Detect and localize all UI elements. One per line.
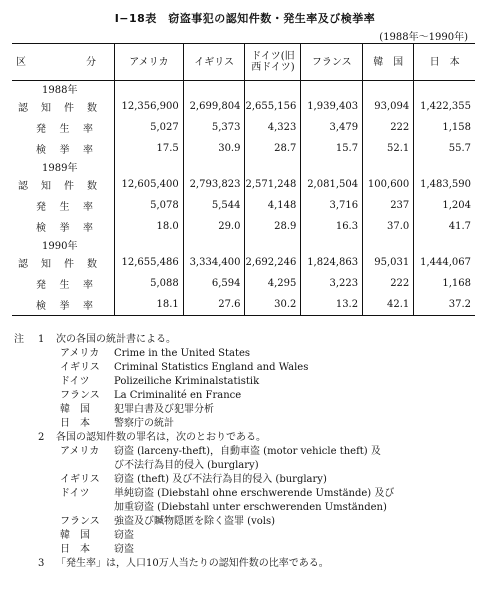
table-cell: 5,373 [183,117,245,138]
note-source: La Criminalité en France [114,390,242,401]
note-offense: 単純窃盗 (Diebstahl ohne erschwerende Umstände) 及び [114,488,395,499]
note-number: 2 [38,432,45,443]
table-cell: 3,223 [301,273,363,294]
table-cell: 28.9 [245,216,301,237]
note-offense: 加重窃盗 (Diebstahl unter erschwerenden Umständen) [114,502,387,513]
table-cell: 13.2 [301,294,363,316]
table-cell: 37.0 [363,216,414,237]
note-source: Criminal Statistics England and Wales [114,362,309,373]
table-cell: 52.1 [363,138,414,159]
table-row [12,138,475,159]
footnotes [14,333,484,571]
note-mark: 注 [14,334,24,345]
table-cell: 5,078 [115,195,184,216]
table-cell: 1,168 [414,273,475,294]
table-cell: 30.9 [183,138,245,159]
table-cell: 4,323 [245,117,301,138]
note-country: 日 本 [60,544,90,555]
crime-statistics-table [12,43,475,316]
note-item [14,487,484,501]
table-cell: 93,094 [363,96,414,117]
note-country: フランス [60,516,100,527]
table-cell: 222 [363,117,414,138]
note-offense: 窃盗 (theft) 及び不法行為目的侵入 (burglary) [114,474,327,485]
note-offense: 強盗及び贓物隠匿を除く盗罪 (vols) [114,516,275,527]
table-row [12,174,475,195]
table-cell: 3,716 [301,195,363,216]
note-source: Crime in the United States [114,348,251,359]
table-cell: 28.7 [245,138,301,159]
note-country: 韓 国 [60,404,90,415]
table-cell: 222 [363,273,414,294]
table-cell: 27.6 [183,294,245,316]
header-category-left: 区 [16,56,26,68]
note-offense: び不法行為目的侵入 (burglary) [114,460,259,471]
table-cell: 2,699,804 [183,96,245,117]
header-uk: イギリス [183,44,245,81]
note-offense: 窃盗 [114,544,134,555]
table-row [12,294,475,316]
note-item [14,375,484,389]
note-item [14,515,484,529]
table-cell: 2,793,823 [183,174,245,195]
table-cell: 237 [363,195,414,216]
note-offense: 窃盗 (larceny-theft)，自動車盗 (motor vehicle theft) 及 [114,446,381,457]
table-cell: 6,594 [183,273,245,294]
table-cell: 55.7 [414,138,475,159]
note-number: 3 [38,558,45,569]
table-cell: 17.5 [115,138,184,159]
table-row [12,252,475,273]
note-country: アメリカ [60,446,100,457]
table-cell: 1,483,590 [414,174,475,195]
table-cell: 1,824,863 [301,252,363,273]
table-cell: 30.2 [245,294,301,316]
year-row [12,81,475,97]
row-label: 検挙率 [36,145,94,156]
note-item [14,543,484,557]
note-country: イギリス [60,362,100,373]
note-item [14,389,484,403]
note-source: 警察庁の統計 [114,418,174,429]
table-cell: 4,148 [245,195,301,216]
year-row [12,237,475,252]
table-cell: 16.3 [301,216,363,237]
table-cell: 5,027 [115,117,184,138]
row-label: 認知件数 [18,181,98,192]
period-label: (1988年〜1990年) [379,32,468,43]
header-korea: 韓 国 [363,44,414,81]
header-usa: アメリカ [115,44,184,81]
table-cell: 12,655,486 [115,252,184,273]
note-line [14,557,484,571]
note-item [14,403,484,417]
year-label: 1990年 [42,241,78,252]
note-text: 各国の認知件数の罪名は，次のとおりである。 [56,432,266,443]
table-cell: 37.2 [414,294,475,316]
table-cell: 3,479 [301,117,363,138]
note-country: イギリス [60,474,100,485]
note-item [14,347,484,361]
row-label: 発生率 [36,202,94,213]
table-cell: 1,939,403 [301,96,363,117]
note-item [14,473,484,487]
table-title: Ⅰ−18表 窃盗事犯の認知件数・発生率及び検挙率 [114,12,376,25]
table-cell: 2,692,246 [245,252,301,273]
table-cell: 4,295 [245,273,301,294]
note-source: Polizeiliche Kriminalstatistik [114,376,260,387]
table-cell: 15.7 [301,138,363,159]
table-cell: 2,081,504 [301,174,363,195]
table-cell: 5,088 [115,273,184,294]
note-country: ドイツ [60,488,90,499]
note-item-continued [14,501,484,515]
table-cell: 1,444,067 [414,252,475,273]
header-france: フランス [301,44,363,81]
table-cell: 41.7 [414,216,475,237]
row-label: 発生率 [36,124,94,135]
table-cell: 18.1 [115,294,184,316]
table-cell: 29.0 [183,216,245,237]
table-cell: 5,544 [183,195,245,216]
table-row [12,96,475,117]
table-row [12,117,475,138]
note-item [14,445,484,459]
note-country: 韓 国 [60,530,90,541]
note-item-continued [14,459,484,473]
table-cell: 2,571,248 [245,174,301,195]
table-cell: 42.1 [363,294,414,316]
note-line [14,333,484,347]
table-cell: 18.0 [115,216,184,237]
note-offense: 窃盗 [114,530,134,541]
table-row [12,216,475,237]
note-item [14,529,484,543]
year-label: 1989年 [42,163,78,174]
note-text: 次の各国の統計書による。 [56,334,176,345]
header-category-right: 分 [86,56,96,68]
note-line [14,431,484,445]
note-country: アメリカ [60,348,100,359]
year-row [12,159,475,174]
table-cell: 1,422,355 [414,96,475,117]
row-label: 発生率 [36,280,94,291]
note-country: 日 本 [60,418,90,429]
row-label: 認知件数 [18,103,98,114]
table-cell: 12,356,900 [115,96,184,117]
row-label: 検挙率 [36,301,94,312]
note-item [14,361,484,375]
table-cell: 3,334,400 [183,252,245,273]
row-label: 認知件数 [18,259,98,270]
table-cell: 1,158 [414,117,475,138]
table-cell: 12,605,400 [115,174,184,195]
table-cell: 1,204 [414,195,475,216]
note-source: 犯罪白書及び犯罪分析 [114,404,214,415]
header-japan: 日 本 [414,44,475,81]
note-number: 1 [38,334,45,345]
note-item [14,417,484,431]
table-cell: 100,600 [363,174,414,195]
header-germany: ドイツ(旧西ドイツ) [245,44,301,81]
note-text: 「発生率」は，人口10万人当たりの認知件数の比率である。 [56,558,329,569]
table-row [12,195,475,216]
table-row [12,273,475,294]
note-country: ドイツ [60,376,90,387]
row-label: 検挙率 [36,223,94,234]
table-cell: 95,031 [363,252,414,273]
year-label: 1988年 [42,85,78,96]
header-category [12,44,115,81]
table-header-row [12,44,475,81]
table-cell: 2,655,156 [245,96,301,117]
note-country: フランス [60,390,100,401]
